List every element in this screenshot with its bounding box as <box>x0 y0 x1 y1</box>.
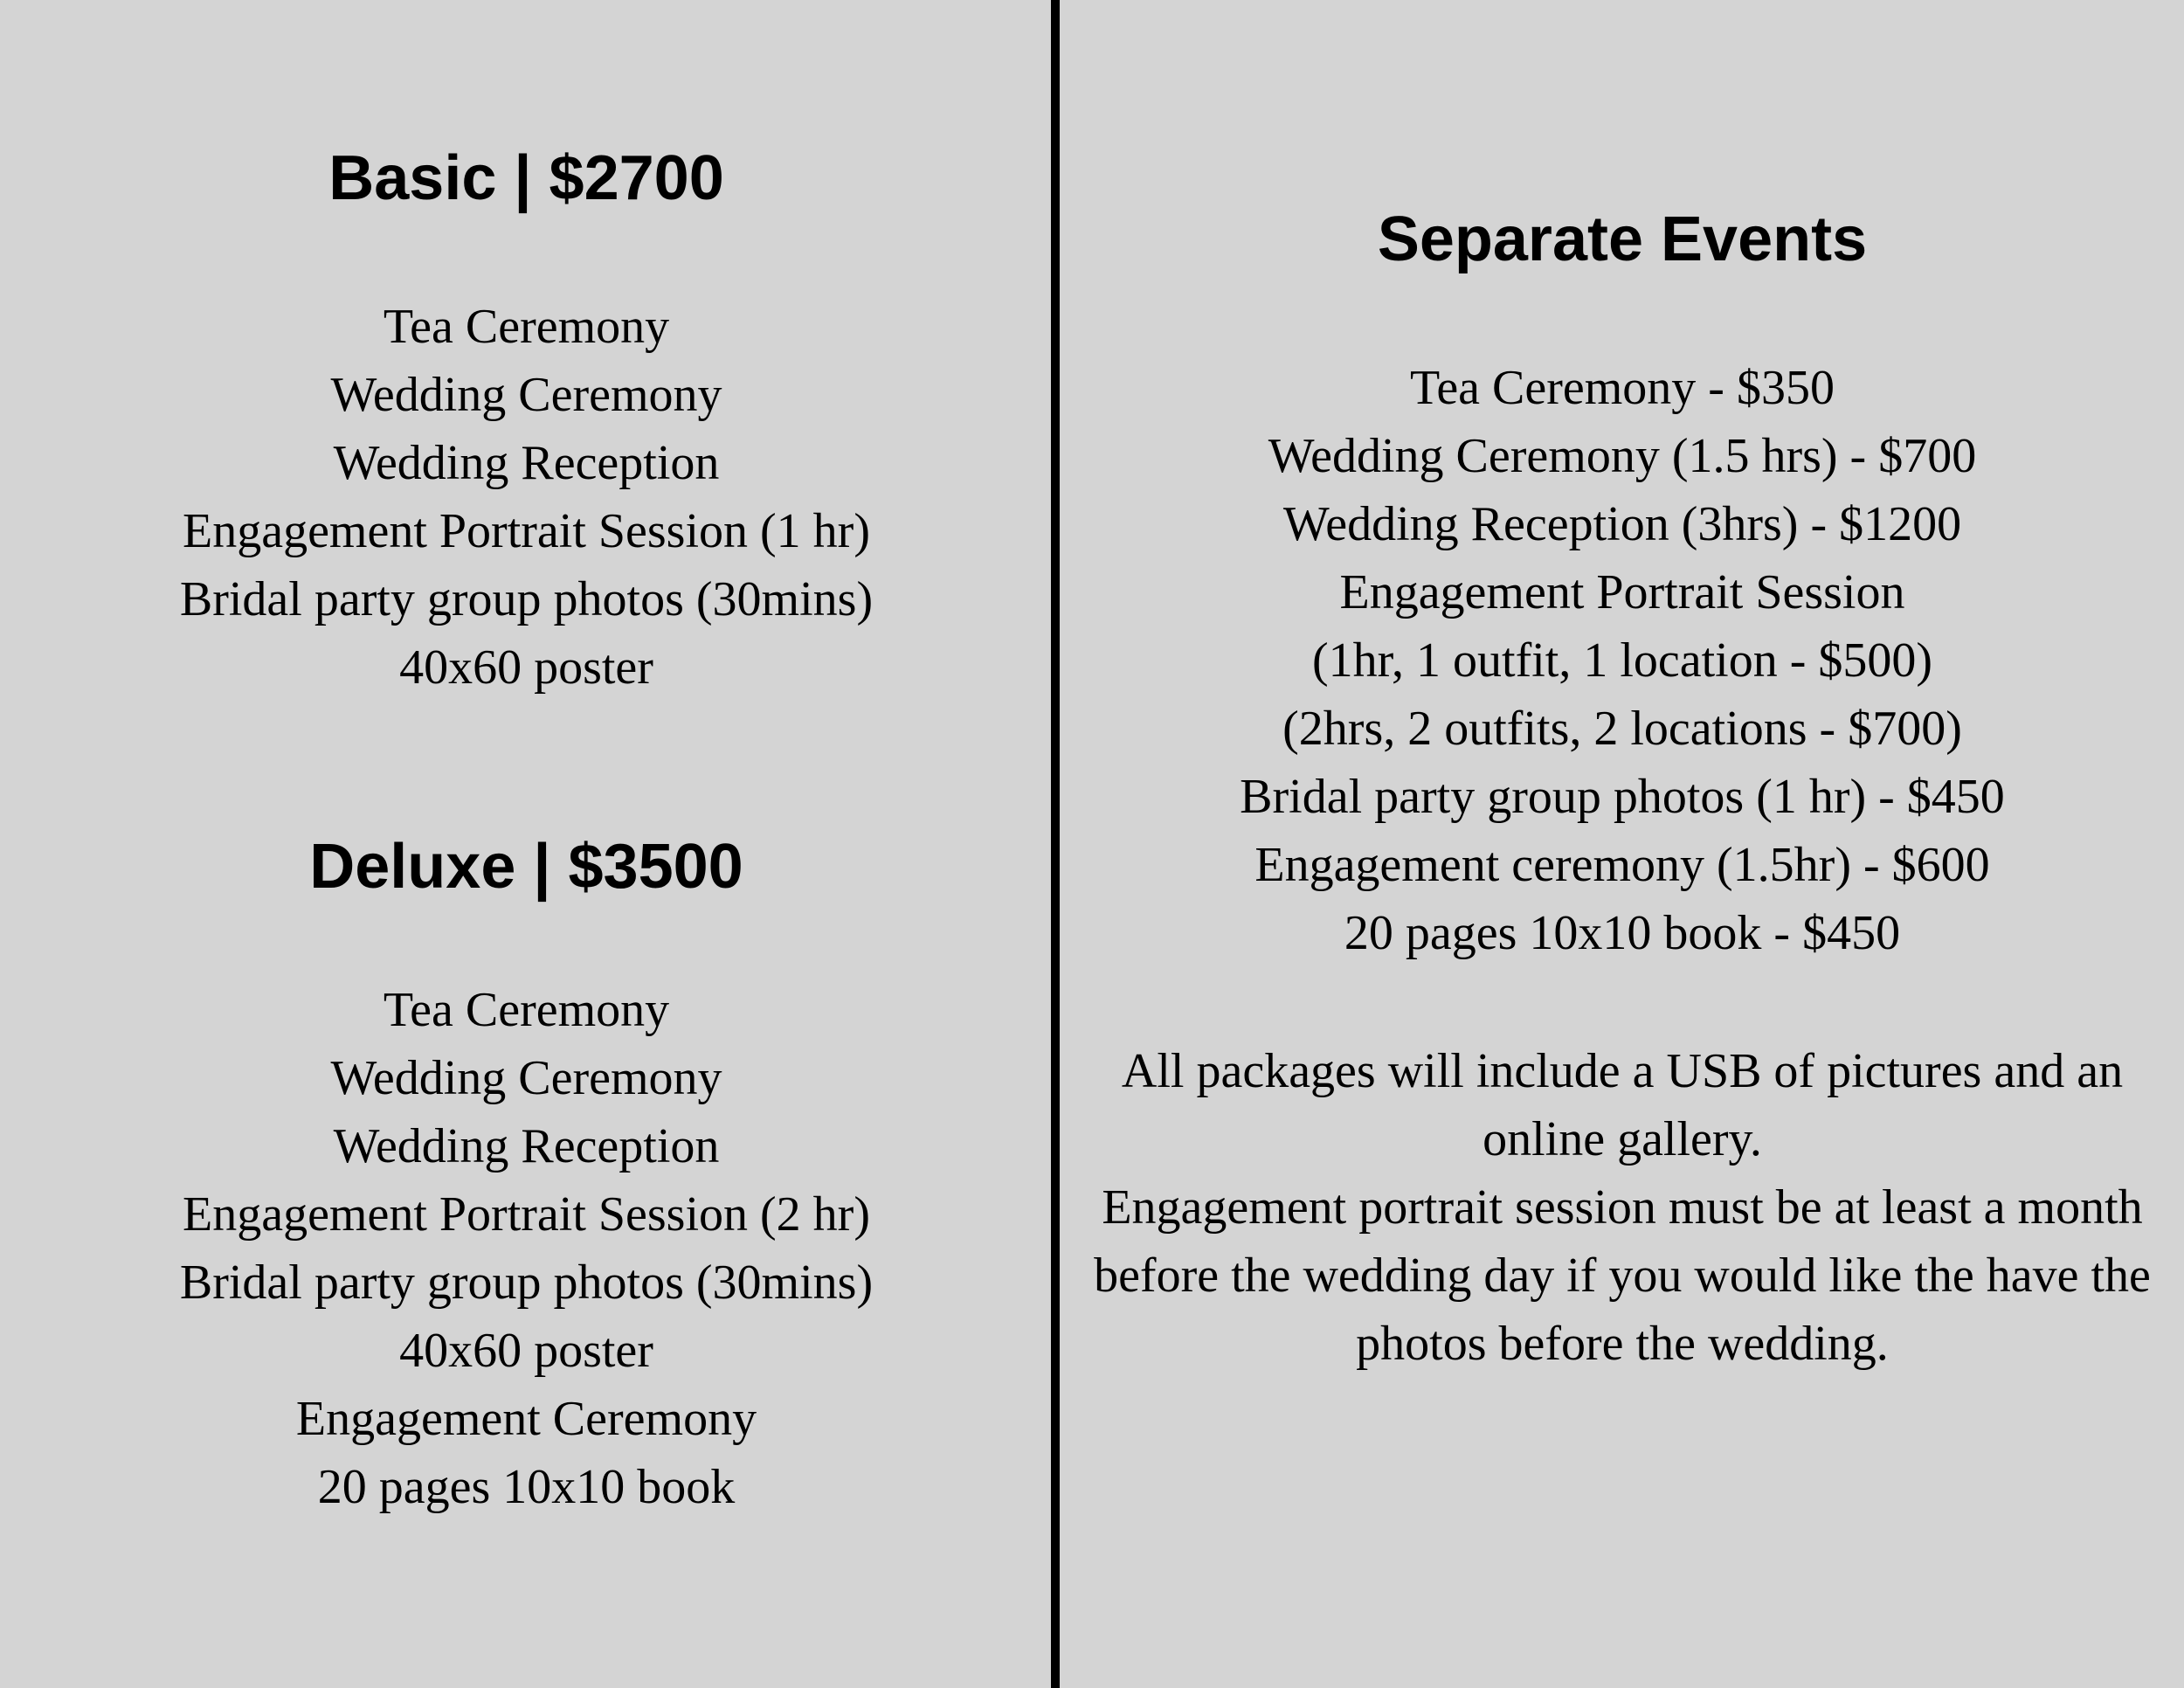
deluxe-package-list <box>0 976 1053 1521</box>
separate-events-title: Separate Events <box>1377 204 1868 274</box>
right-column <box>1061 0 2184 1688</box>
list-item: Engagement Portrait Session <box>1339 565 1905 619</box>
list-item: Bridal party group photos (1 hr) - $450 <box>1240 770 2005 824</box>
list-item: 40x60 poster <box>399 640 653 695</box>
list-item: (1hr, 1 outfit, 1 location - $500) <box>1311 633 1933 688</box>
list-item: Tea Ceremony <box>383 983 670 1037</box>
package-notes <box>1061 1037 2184 1378</box>
basic-package-list <box>0 293 1053 702</box>
list-item: Engagement Portrait Session (2 hr) <box>183 1187 870 1242</box>
list-item: Engagement Portrait Session (1 hr) <box>183 504 870 558</box>
list-item: Engagement ceremony (1.5hr) - $600 <box>1254 838 1990 892</box>
list-item: Tea Ceremony - $350 <box>1410 361 1835 415</box>
list-item: 20 pages 10x10 book - $450 <box>1344 906 1901 960</box>
list-item: 40x60 poster <box>399 1324 653 1378</box>
list-item: Wedding Reception <box>333 436 720 490</box>
list-item: Wedding Ceremony <box>330 368 722 422</box>
basic-package-title: Basic | $2700 <box>328 143 724 213</box>
list-item: (2hrs, 2 outfits, 2 locations - $700) <box>1282 702 1962 756</box>
list-item: Tea Ceremony <box>383 300 670 354</box>
list-item: Bridal party group photos (30mins) <box>179 572 874 626</box>
list-item: Wedding Ceremony <box>330 1051 722 1105</box>
deluxe-package-title: Deluxe | $3500 <box>309 832 743 902</box>
column-divider <box>1051 0 1060 1688</box>
engagement-session-note: Engagement portrait session must be at least a month before the wedding day if you would like the have the photos before the wedding. <box>1094 1180 2151 1371</box>
usb-gallery-note: All packages will include a USB of pictures and an online gallery. <box>1121 1044 2124 1166</box>
list-item: Engagement Ceremony <box>295 1392 757 1446</box>
list-item: Wedding Ceremony (1.5 hrs) - $700 <box>1268 429 1977 483</box>
list-item: Wedding Reception <box>333 1119 720 1173</box>
list-item: 20 pages 10x10 book <box>317 1460 736 1514</box>
separate-events-list <box>1061 354 2184 967</box>
list-item: Bridal party group photos (30mins) <box>179 1256 874 1310</box>
list-item: Wedding Reception (3hrs) - $1200 <box>1282 497 1962 551</box>
left-column <box>0 0 1053 1688</box>
